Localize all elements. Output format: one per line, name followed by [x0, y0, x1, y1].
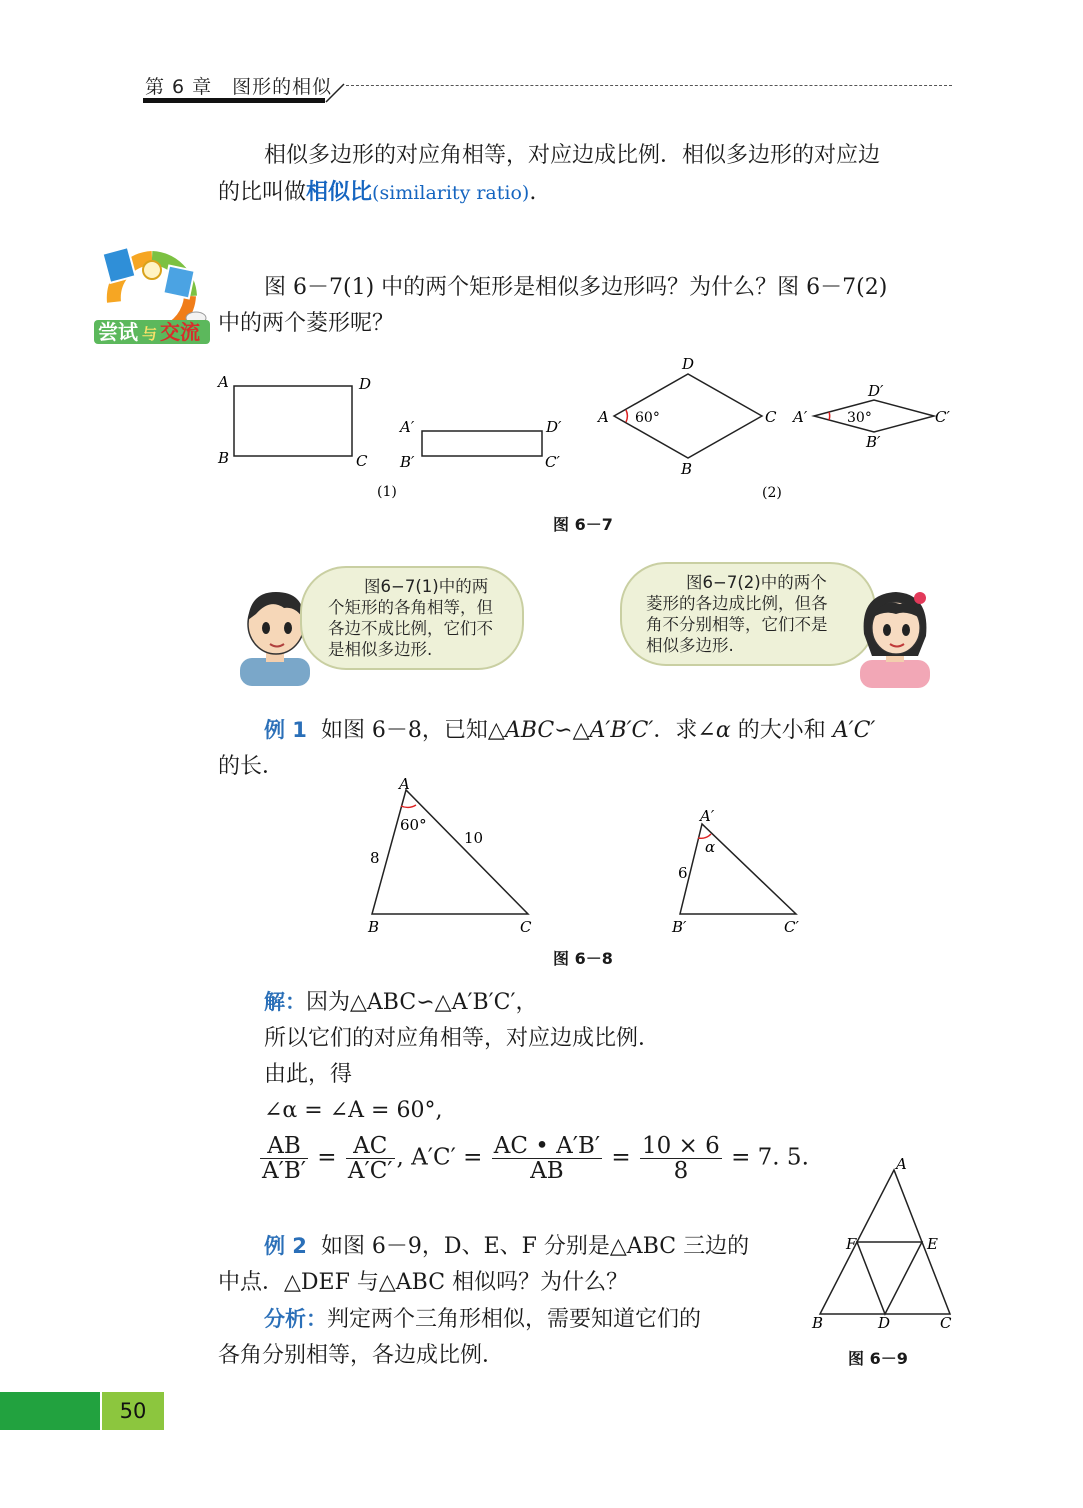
fraction-ac-a1c1: $\frac{AC}{A'C'}$ — [347, 1133, 393, 1184]
page-number-bar — [0, 1392, 100, 1430]
fraction-numeric: $\frac{10 \times 6}{8}$ — [641, 1133, 720, 1184]
figure-6-9-caption: 图 6－9 — [848, 1349, 908, 1368]
analysis-line-1: 分析：判定两个三角形相似，需要知道它们的 — [264, 1307, 702, 1332]
svg-text:B: B — [218, 449, 230, 467]
solution-line-1: 解：因为△ABC∽△A′B′C′， — [264, 990, 538, 1015]
triangle-def — [857, 1242, 922, 1314]
svg-text:B: B — [368, 918, 380, 936]
svg-text:10: 10 — [464, 829, 484, 847]
fraction-product: $\frac{AC • A'B'}{AB}$ — [493, 1133, 601, 1184]
rectangle-abcd — [234, 386, 352, 456]
girl-speech-bubble: 图6−7(2)中的两个 菱形的各边成比例，但各 角不分别相等，它们不是 相似多边形. — [620, 562, 876, 666]
rhombus-a1b1c1d1 — [814, 400, 934, 432]
svg-text:A: A — [896, 1155, 907, 1173]
svg-text:D: D — [682, 355, 695, 373]
try-line-2: 中的两个菱形呢？ — [218, 311, 395, 336]
intro-paragraph — [218, 138, 958, 211]
try-line-1: 图 6－7(1) 中的两个矩形是相似多边形吗？为什么？图 6－7(2) — [264, 275, 888, 300]
solution-line-3: 由此，得 — [264, 1062, 353, 1087]
svg-text:A: A — [218, 373, 229, 391]
svg-text:B: B — [812, 1314, 824, 1332]
intro-line-2: 的比叫做相似比(similarity ratio). — [218, 179, 537, 205]
figure-6-7-caption: 图 6－7 — [553, 515, 613, 534]
svg-text:A: A — [598, 408, 609, 426]
svg-text:B: B — [681, 460, 693, 478]
example-2 — [218, 1228, 798, 1374]
example-2-line-1: 例 2 如图 6－9，D、E、F 分别是△ABC 三边的 — [264, 1234, 750, 1259]
svg-text:D: D — [359, 375, 372, 393]
intro-line-1: 相似多边形的对应角相等，对应边成比例．相似多边形的对应边 — [264, 143, 881, 168]
solution-line-2: 所以它们的对应角相等，对应边成比例． — [264, 1026, 661, 1051]
svg-text:60°: 60° — [635, 410, 660, 426]
svg-text:E: E — [927, 1235, 938, 1253]
example-1-line-2: 的长． — [218, 754, 285, 779]
header-underline — [143, 98, 325, 103]
analysis-line-2: 各角分别相等，各边成比例． — [218, 1343, 505, 1368]
svg-text:B′: B′ — [866, 433, 881, 451]
svg-text:C′: C′ — [935, 408, 950, 426]
svg-text:D′: D′ — [868, 382, 884, 400]
header-slash — [322, 80, 350, 104]
svg-text:C: C — [765, 408, 777, 426]
svg-text:(1): (1) — [377, 484, 397, 500]
svg-text:C′: C′ — [784, 918, 799, 936]
svg-text:D: D — [878, 1314, 891, 1332]
header-dashed-line — [346, 85, 952, 86]
svg-text:B′: B′ — [400, 453, 415, 471]
svg-text:A′: A′ — [700, 807, 715, 825]
example-1-label: 例 1 — [264, 718, 307, 742]
svg-text:C: C — [520, 918, 532, 936]
solution-equation: $\frac{AB}{A'B'}$ = $\frac{AC}{A'C'}$ , A′C′ = $\frac{AC • A'B'}{AB}$ = $\frac{10 \times 6}{8}$ = 7. 5. — [262, 1133, 809, 1184]
svg-text:F: F — [846, 1235, 857, 1253]
svg-text:C: C — [356, 452, 368, 470]
angle-arc — [401, 805, 416, 807]
triangle-a1b1c1 — [680, 824, 796, 914]
svg-text:6: 6 — [678, 864, 688, 882]
example-1 — [218, 712, 958, 785]
svg-text:B′: B′ — [672, 918, 687, 936]
svg-text:30°: 30° — [847, 410, 872, 426]
svg-text:60°: 60° — [400, 816, 427, 834]
example-1-line-1: 例 1 如图 6－8，已知△ABC∽△A′B′C′．求∠α 的大小和 A′C′ — [264, 718, 876, 743]
svg-text:(2): (2) — [762, 485, 782, 501]
angle-arc — [829, 412, 830, 420]
svg-text:尝试: 尝试 — [98, 320, 138, 344]
figure-6-9 — [806, 1152, 966, 1332]
svg-text:与: 与 — [142, 325, 158, 343]
solution-block — [264, 984, 964, 1129]
solution-label: 解： — [264, 990, 306, 1014]
svg-text:D′: D′ — [546, 418, 562, 436]
girl-avatar-icon — [856, 584, 934, 688]
svg-text:A′: A′ — [793, 408, 808, 426]
fraction-ab-a1b1: $\frac{AB}{A'B'}$ — [262, 1133, 306, 1184]
try-paragraph — [218, 270, 958, 342]
svg-text:8: 8 — [370, 849, 380, 867]
page-number: 50 — [102, 1392, 164, 1430]
chapter-header: 第 6 章 图形的相似 — [145, 76, 333, 98]
svg-text:A′: A′ — [400, 418, 415, 436]
solution-line-4: ∠α = ∠A = 60°, — [264, 1098, 443, 1123]
figure-6-8-caption: 图 6－8 — [553, 949, 613, 968]
svg-text:C′: C′ — [545, 453, 560, 471]
example-2-line-2: 中点．△DEF 与△ABC 相似吗？为什么？ — [218, 1270, 629, 1295]
triangle-abc — [372, 790, 528, 914]
rectangle-a1b1c1d1 — [422, 431, 542, 456]
angle-arc — [626, 410, 627, 422]
svg-text:交流: 交流 — [160, 320, 200, 344]
term-similarity-ratio: 相似比 — [306, 179, 373, 205]
figure-6-8 — [360, 776, 810, 938]
analysis-label: 分析： — [264, 1307, 327, 1331]
svg-text:C: C — [940, 1314, 952, 1332]
svg-text:A: A — [399, 776, 410, 793]
boy-speech-bubble: 图6−7(1)中的两 个矩形的各角相等，但 各边不成比例，它们不 是相似多边形. — [300, 566, 524, 670]
svg-text:α: α — [705, 838, 716, 856]
example-2-label: 例 2 — [264, 1234, 307, 1258]
try-exchange-badge-icon — [92, 240, 212, 350]
